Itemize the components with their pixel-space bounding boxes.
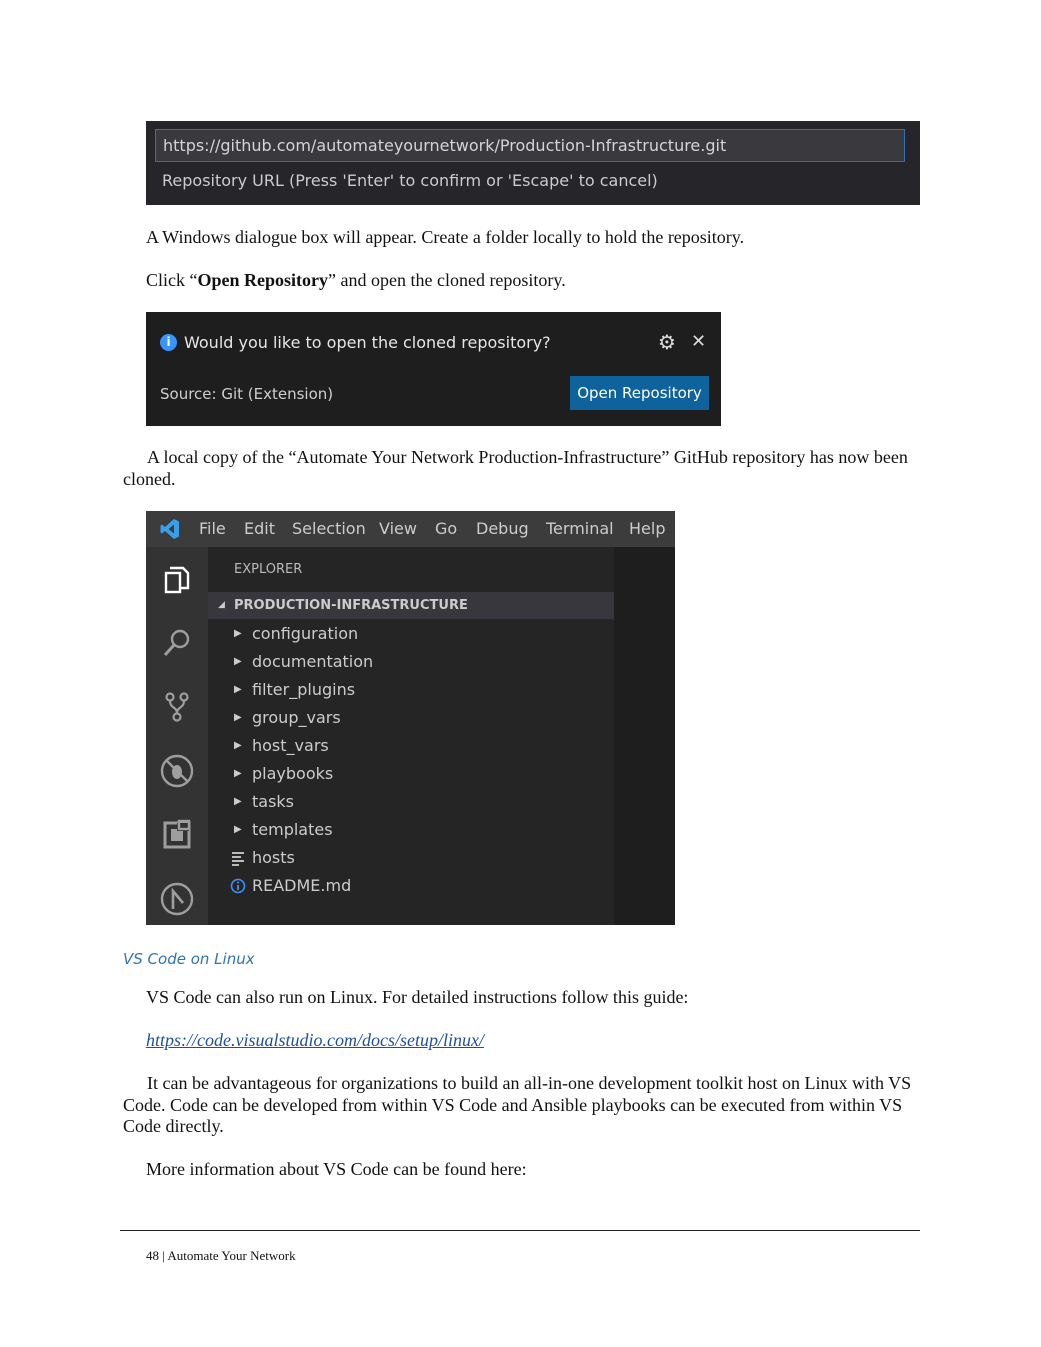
para2-bold: Open Repository — [197, 270, 328, 290]
close-icon[interactable]: ✕ — [691, 331, 707, 352]
chevron-down-icon: ◢ — [218, 600, 225, 610]
paragraph-open-repository — [146, 270, 926, 292]
paragraph-linux: VS Code can also run on Linux. For detailed instructions follow this guide: — [146, 987, 689, 1007]
git-lens-icon[interactable] — [159, 881, 195, 917]
folder-row[interactable] — [208, 732, 614, 760]
explorer-icon[interactable] — [159, 561, 195, 597]
linux-setup-link[interactable]: https://code.visualstudio.com/docs/setup/linux/ — [146, 1030, 484, 1050]
para2-after: ” and open the cloned repository. — [328, 270, 566, 290]
text-file-icon — [230, 850, 246, 866]
menu-terminal[interactable]: Terminal — [546, 519, 614, 538]
clone-notification-screenshot — [146, 312, 721, 426]
repository-url-screenshot — [146, 121, 920, 205]
file-label: hosts — [252, 848, 295, 867]
explorer-title: EXPLORER — [234, 562, 303, 577]
file-row[interactable] — [208, 872, 614, 900]
section-heading: VS Code on Linux — [123, 950, 255, 968]
folder-label: host_vars — [252, 736, 329, 755]
source-control-icon[interactable] — [159, 689, 195, 725]
open-repository-button[interactable]: Open Repository — [570, 376, 709, 410]
file-row[interactable] — [208, 844, 614, 872]
footer-divider — [120, 1230, 920, 1231]
menu-help[interactable]: Help — [629, 519, 666, 538]
menu-edit[interactable]: Edit — [244, 519, 275, 538]
notification-message: Would you like to open the cloned repository? — [184, 333, 551, 352]
notification-source: Source: Git (Extension) — [160, 385, 334, 403]
menu-selection[interactable]: Selection — [292, 519, 366, 538]
editor-area — [614, 547, 675, 925]
folder-label: filter_plugins — [252, 680, 356, 699]
explorer-sidebar — [208, 547, 614, 925]
extensions-icon[interactable] — [159, 817, 195, 853]
chevron-right-icon: ▶ — [234, 824, 242, 835]
folder-label: documentation — [252, 652, 374, 671]
info-icon: i — [160, 334, 177, 351]
chevron-right-icon: ▶ — [234, 740, 242, 751]
info-file-icon — [230, 878, 246, 894]
debug-icon[interactable] — [159, 753, 195, 789]
activity-bar — [146, 547, 208, 925]
folder-label: tasks — [252, 792, 295, 811]
folder-label: templates — [252, 820, 333, 839]
folder-row[interactable] — [208, 648, 614, 676]
search-icon[interactable] — [159, 625, 195, 661]
folder-row[interactable] — [208, 676, 614, 704]
chevron-right-icon: ▶ — [234, 628, 242, 639]
root-folder-row[interactable] — [208, 592, 614, 619]
menu-debug[interactable]: Debug — [476, 519, 529, 538]
folder-label: configuration — [252, 624, 359, 643]
folder-label: group_vars — [252, 708, 341, 727]
paragraph-cloned: A local copy of the “Automate Your Network Production-Infrastructure” GitHub repository has now been cloned. — [123, 447, 908, 489]
folder-label: playbooks — [252, 764, 334, 783]
chevron-right-icon: ▶ — [234, 712, 242, 723]
page-footer: 48 | Automate Your Network — [146, 1248, 296, 1263]
menu-bar — [146, 511, 675, 547]
paragraph-more-info: More information about VS Code can be found here: — [146, 1159, 527, 1179]
chevron-right-icon: ▶ — [234, 796, 242, 807]
root-folder-label: PRODUCTION-INFRASTRUCTURE — [234, 598, 468, 613]
file-label: README.md — [252, 876, 352, 895]
chevron-right-icon: ▶ — [234, 768, 242, 779]
chevron-right-icon: ▶ — [234, 656, 242, 667]
menu-view[interactable]: View — [379, 519, 417, 538]
para2-before: Click “ — [146, 270, 198, 290]
gear-icon[interactable]: ⚙ — [658, 330, 676, 354]
menu-go[interactable]: Go — [435, 519, 458, 538]
chevron-right-icon: ▶ — [234, 684, 242, 695]
folder-row[interactable] — [208, 788, 614, 816]
repository-url-hint: Repository URL (Press 'Enter' to confirm or 'Escape' to cancel) — [162, 171, 658, 190]
menu-file[interactable]: File — [199, 519, 226, 538]
folder-row[interactable] — [208, 704, 614, 732]
paragraph-toolkit: It can be advantageous for organizations to build an all-in-one development toolkit host on Linux with VS Code. Code can be developed from within VS Code and Ansible playbooks can be executed from within VS Code directly. — [123, 1073, 912, 1136]
folder-row[interactable] — [208, 816, 614, 844]
vscode-explorer-screenshot — [146, 511, 675, 925]
folder-row[interactable] — [208, 760, 614, 788]
repository-url-input[interactable]: https://github.com/automateyournetwork/Production-Infrastructure.git — [155, 129, 905, 162]
folder-row[interactable] — [208, 620, 614, 648]
vscode-logo-icon — [160, 518, 180, 540]
paragraph-dialogue: A Windows dialogue box will appear. Create a folder locally to hold the repository. — [146, 227, 745, 247]
